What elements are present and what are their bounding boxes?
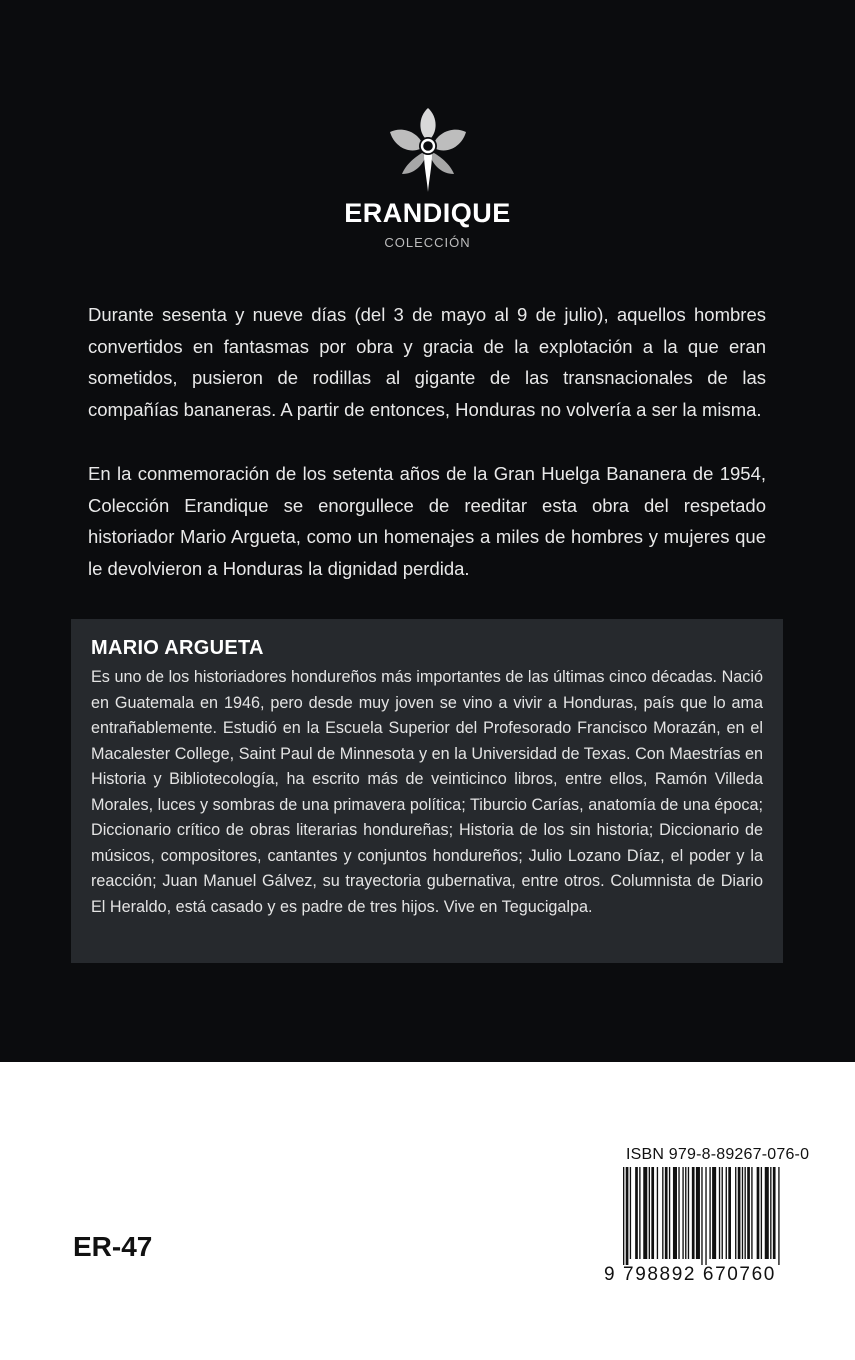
barcode-bar <box>705 1167 706 1265</box>
barcode-bar <box>709 1167 710 1259</box>
barcode-bar <box>778 1167 779 1265</box>
barcode-bar <box>735 1167 736 1259</box>
barcode-bar <box>761 1167 762 1259</box>
barcode-bar <box>751 1167 752 1259</box>
barcode-bar <box>696 1167 700 1259</box>
barcode-bar <box>747 1167 750 1259</box>
barcode-bar <box>745 1167 746 1259</box>
barcode-bar <box>662 1167 663 1259</box>
barcode-bar <box>665 1167 668 1259</box>
barcode-bar <box>765 1167 769 1259</box>
barcode-bar <box>692 1167 695 1259</box>
barcode-bar <box>770 1167 771 1259</box>
blurb-paragraph: Durante sesenta y nueve días (del 3 de mayo al 9 de julio), aquellos hombres convertidos en fantasmas por obra y gracia de la explotación a la que eran sometidos, pusieron de rodillas al gigante de las transnacionales de las compañías bananeras. A partir de entonces, Honduras no volvería a ser la misma. <box>88 304 766 420</box>
author-bio: Es uno de los historiadores hondureños más importantes de las últimas cinco décadas. Nació en Guatemala en 1946, pero desde muy joven se vino a vivir a Honduras, país que lo ama entrañablemente. Estudió en la Escuela Superior del Profesorado Francisco Morazán, en el Macalester College, Saint Paul de Minnesota y en la Universidad de Texas. Con Maestrías en Historia y Bibliotecología, ha escrito más de veinticinco libros, entre ellos, Ramón Villeda Morales, luces y sombras de una primavera política; Tiburcio Carías, anatomía de una época; Diccionario crítico de obras literarias hondureñas; Historia de los sin historia; Diccionario de músicos, compositores, cantantes y conjuntos hondureños; Julio Lozano Díaz, el poder y la reacción; Juan Manuel Gálvez, su trayectoria gubernativa, entre otros. Columnista de Diario El Heraldo, está casado y es padre de tres hijos. Vive en Tegucigalpa. <box>91 668 763 916</box>
brand-subtitle: COLECCIÓN <box>384 235 471 250</box>
barcode-bar <box>635 1167 638 1259</box>
brand-name: ERANDIQUE <box>344 198 511 228</box>
barcode-bar <box>649 1167 650 1259</box>
author-bio-box <box>71 619 783 963</box>
barcode-bar <box>712 1167 716 1259</box>
barcode-bar <box>728 1167 731 1259</box>
barcode-bar <box>630 1167 631 1259</box>
barcode-bar <box>738 1167 741 1259</box>
barcode-bar <box>678 1167 679 1259</box>
isbn-barcode <box>622 1167 784 1265</box>
barcode-bar <box>773 1167 776 1259</box>
barcode-bar <box>688 1167 689 1259</box>
barcode-bar <box>639 1167 640 1259</box>
catalog-code: ER-47 <box>73 1231 153 1262</box>
blurb-paragraph: En la conmemoración de los setenta años de la Gran Huelga Bananera de 1954, Colección Erandique se enorgullece de reeditar esta obra del respetado historiador Mario Argueta, como un homenajes a miles de hombres y mujeres que le devolvieron a Honduras la dignidad perdida. <box>88 463 766 579</box>
barcode-bar <box>657 1167 658 1259</box>
barcode-bar <box>669 1167 670 1259</box>
barcode-bar <box>719 1167 720 1259</box>
barcode-bar <box>643 1167 647 1259</box>
barcode-bar <box>722 1167 723 1259</box>
barcode-bar <box>682 1167 683 1259</box>
barcode-bar <box>701 1167 702 1265</box>
isbn-label: ISBN 979-8-89267-076-0 <box>626 1146 810 1163</box>
orchid-flower-icon <box>388 108 468 192</box>
barcode-bar <box>685 1167 686 1259</box>
barcode-bar <box>623 1167 624 1265</box>
barcode-bar <box>626 1167 629 1265</box>
barcode-digits: 9 798892 670760 <box>604 1264 776 1285</box>
barcode-bar <box>742 1167 743 1259</box>
author-name: MARIO ARGUETA <box>91 637 264 659</box>
barcode-bar <box>673 1167 677 1259</box>
collection-logo <box>0 108 855 250</box>
barcode-bar <box>651 1167 654 1259</box>
barcode-bar <box>726 1167 727 1259</box>
barcode-bar <box>757 1167 760 1259</box>
